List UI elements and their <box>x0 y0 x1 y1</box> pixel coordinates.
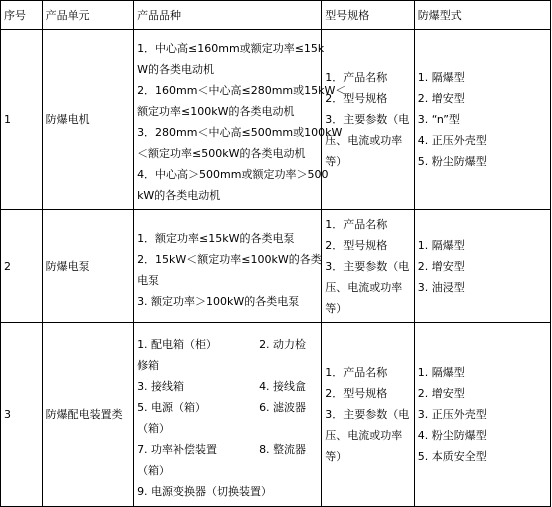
header-row <box>1 1 551 30</box>
table-row <box>1 210 551 323</box>
header-unit: 产品单元 <box>42 1 133 30</box>
cell-range <box>134 323 322 507</box>
type-line: 4. 正压外壳型 <box>417 134 487 147</box>
type-line: 1. 隔爆型 <box>417 366 465 379</box>
range-item: 3. 接线箱 <box>137 379 185 393</box>
range-item: 4. 接线盒 <box>259 379 307 393</box>
spec-line: 等） <box>325 155 348 168</box>
header-type: 防爆型式 <box>414 1 550 30</box>
range-line: 3. 额定功率＞100kW的各类电泵 <box>137 295 300 308</box>
range-line <box>137 481 318 502</box>
range-item: 8. 整流器 <box>259 442 307 456</box>
spec-line: 1．产品名称 <box>325 217 388 231</box>
cell-range <box>134 30 347 210</box>
cell-spec <box>322 30 415 210</box>
range-line: 4．中心高＞500mm或额定功率＞500 <box>137 167 329 181</box>
range-line <box>137 418 318 439</box>
range-line: 2．160mm＜中心高≤280mm或15kW＜ <box>137 83 347 97</box>
spec-line: 2．型号规格 <box>325 387 388 400</box>
range-item: 9. 电源变换器（切换装置） <box>137 484 273 498</box>
type-line: 3. 油浸型 <box>417 280 465 294</box>
range-line <box>137 397 318 418</box>
range-line: 2．15kW＜额定功率≤100kW的各类 <box>137 253 322 266</box>
header-spec: 型号规格 <box>322 1 415 30</box>
cell-sn: 1 <box>1 30 43 210</box>
type-line: 5. 粉尘防爆型 <box>417 155 487 168</box>
range-line: 1．额定功率≤15kW的各类电泵 <box>137 232 295 245</box>
type-line: 2. 增安型 <box>417 259 465 273</box>
cell-unit: 防爆电机 <box>42 30 133 210</box>
cell-type <box>414 210 550 323</box>
type-line: 4. 粉尘防爆型 <box>417 429 487 442</box>
range-item: 2. 动力检 <box>259 337 307 351</box>
spec-line: 1．产品名称 <box>325 366 388 379</box>
range-line: 1．中心高≤160mm或额定功率≤15k <box>137 41 325 55</box>
range-line: 额定功率≤100kW的各类电动机 <box>137 104 295 118</box>
range-line: W的各类电动机 <box>137 62 214 76</box>
range-item: 修箱 <box>137 358 160 372</box>
cell-sn: 2 <box>1 210 43 323</box>
type-line: 3. 正压外壳型 <box>417 408 487 421</box>
range-item: （箱） <box>137 421 171 435</box>
type-line: 2. 增安型 <box>417 387 465 400</box>
spec-line: 等） <box>325 450 348 463</box>
spec-line: 3．主要参数（电 <box>325 113 410 126</box>
spec-line: 压、电流或功率 <box>325 429 403 442</box>
spec-line: 3．主要参数（电 <box>325 259 410 273</box>
range-line: 电泵 <box>137 274 160 287</box>
type-line: 1. 隔爆型 <box>417 71 465 84</box>
header-sn: 序号 <box>1 1 43 30</box>
range-item: 1. 配电箱（柜） <box>137 337 218 351</box>
cell-range <box>134 210 322 323</box>
cell-spec <box>322 323 415 507</box>
range-item: （箱） <box>137 463 171 477</box>
cell-type <box>414 323 550 507</box>
cell-unit: 防爆电泵 <box>42 210 133 323</box>
spec-line: 1．产品名称 <box>325 71 388 84</box>
cell-type <box>414 30 550 210</box>
range-item: 5. 电源（箱） <box>137 400 207 414</box>
type-line: 2. 增安型 <box>417 92 465 105</box>
range-line <box>137 460 318 481</box>
spec-line: 等） <box>325 301 348 315</box>
range-line <box>137 355 318 376</box>
table-row <box>1 323 551 507</box>
cell-unit: 防爆配电装置类 <box>42 323 133 507</box>
range-line <box>137 334 318 355</box>
spec-line: 2．型号规格 <box>325 92 388 105</box>
type-line: 3. “n”型 <box>417 113 460 126</box>
range-line <box>137 376 318 397</box>
cell-spec <box>322 210 415 323</box>
range-line: kW的各类电动机 <box>137 188 221 202</box>
range-line <box>137 439 318 460</box>
type-line: 5. 本质安全型 <box>417 450 487 463</box>
spec-line: 压、电流或功率 <box>325 134 403 147</box>
range-item: 6. 滤波器 <box>259 400 307 414</box>
table-row <box>1 30 551 210</box>
spec-line: 2．型号规格 <box>325 238 388 252</box>
type-line: 1. 隔爆型 <box>417 238 465 252</box>
spec-line: 压、电流或功率 <box>325 280 403 294</box>
range-line: 3．280mm＜中心高≤500mm或100kW <box>137 125 343 139</box>
cell-sn: 3 <box>1 323 43 507</box>
spec-line: 3．主要参数（电 <box>325 408 410 421</box>
range-line: ＜额定功率≤500kW的各类电动机 <box>137 146 306 160</box>
range-item: 7. 功率补偿装置 <box>137 442 218 456</box>
header-range: 产品品种 <box>134 1 322 30</box>
